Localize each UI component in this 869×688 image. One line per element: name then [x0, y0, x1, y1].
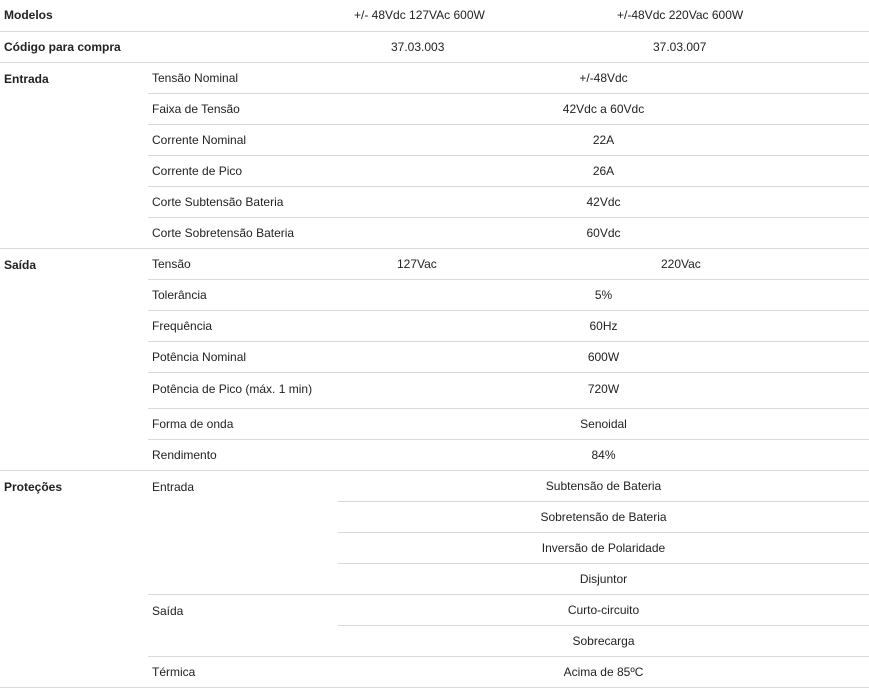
- entrada-sub-label: Tensão Nominal: [148, 62, 338, 93]
- saida-sub-label: Rendimento: [148, 439, 338, 470]
- protecoes-termica-value: Acima de 85ºC: [338, 656, 869, 687]
- entrada-sub-label: Corrente de Pico: [148, 155, 338, 186]
- saida-sub-label: Tensão: [148, 248, 338, 279]
- protecoes-termica-label: Térmica: [148, 656, 338, 687]
- saida-label: Saída: [0, 248, 148, 470]
- models-spacer: [148, 0, 338, 31]
- saida-sub-label: Potência Nominal: [148, 341, 338, 372]
- saida-value: 5%: [338, 279, 869, 310]
- models-row: [0, 0, 869, 31]
- codigo-spacer: [148, 31, 338, 62]
- protecoes-entrada-value: Disjuntor: [338, 563, 869, 594]
- entrada-sub-label: Faixa de Tensão: [148, 93, 338, 124]
- protecoes-entrada-value: Sobretensão de Bateria: [338, 501, 869, 532]
- protecoes-entrada-value: Inversão de Polaridade: [338, 532, 869, 563]
- codigo-b: 37.03.007: [498, 31, 869, 62]
- entrada-sub-label: Corte Sobretensão Bateria: [148, 217, 338, 248]
- saida-value: 600W: [338, 341, 869, 372]
- saida-value: 84%: [338, 439, 869, 470]
- protecoes-saida-value: Sobrecarga: [338, 625, 869, 656]
- protecoes-entrada-label: Entrada: [152, 479, 195, 494]
- entrada-sub-label: Corte Subtensão Bateria: [148, 186, 338, 217]
- entrada-row-0: [0, 62, 869, 93]
- saida-value: 60Hz: [338, 310, 869, 341]
- protecoes-entrada-value: Subtensão de Bateria: [338, 470, 869, 501]
- saida-sub-label: Frequência: [148, 310, 338, 341]
- saida-row-tensao: [0, 248, 869, 279]
- model-b: +/-48Vdc 220Vac 600W: [498, 0, 869, 31]
- models-label: Modelos: [0, 0, 148, 31]
- protecoes-label: Proteções: [0, 470, 148, 687]
- codigo-a: 37.03.003: [338, 31, 498, 62]
- codigo-row: [0, 31, 869, 62]
- entrada-value: 42Vdc a 60Vdc: [338, 93, 869, 124]
- saida-sub-label: Forma de onda: [148, 408, 338, 439]
- entrada-value: 26A: [338, 155, 869, 186]
- entrada-value: +/-48Vdc: [338, 62, 869, 93]
- entrada-value: 22A: [338, 124, 869, 155]
- model-a: +/- 48Vdc 127VAc 600W: [338, 0, 498, 31]
- entrada-label: Entrada: [0, 62, 148, 248]
- saida-tensao-a: 127Vac: [338, 248, 498, 279]
- saida-value: Senoidal: [338, 408, 869, 439]
- protecoes-saida-label: Saída: [148, 594, 338, 656]
- entrada-value: 60Vdc: [338, 217, 869, 248]
- protecoes-row-0: [0, 470, 869, 501]
- saida-value: 720W: [338, 372, 869, 408]
- saida-sub-label: Potência de Pico (máx. 1 min): [148, 372, 338, 408]
- saida-tensao-b: 220Vac: [498, 248, 869, 279]
- entrada-sub-label: Corrente Nominal: [148, 124, 338, 155]
- codigo-label: Código para compra: [0, 31, 148, 62]
- protecoes-saida-value: Curto-circuito: [338, 594, 869, 625]
- saida-sub-label: Tolerância: [148, 279, 338, 310]
- entrada-value: 42Vdc: [338, 186, 869, 217]
